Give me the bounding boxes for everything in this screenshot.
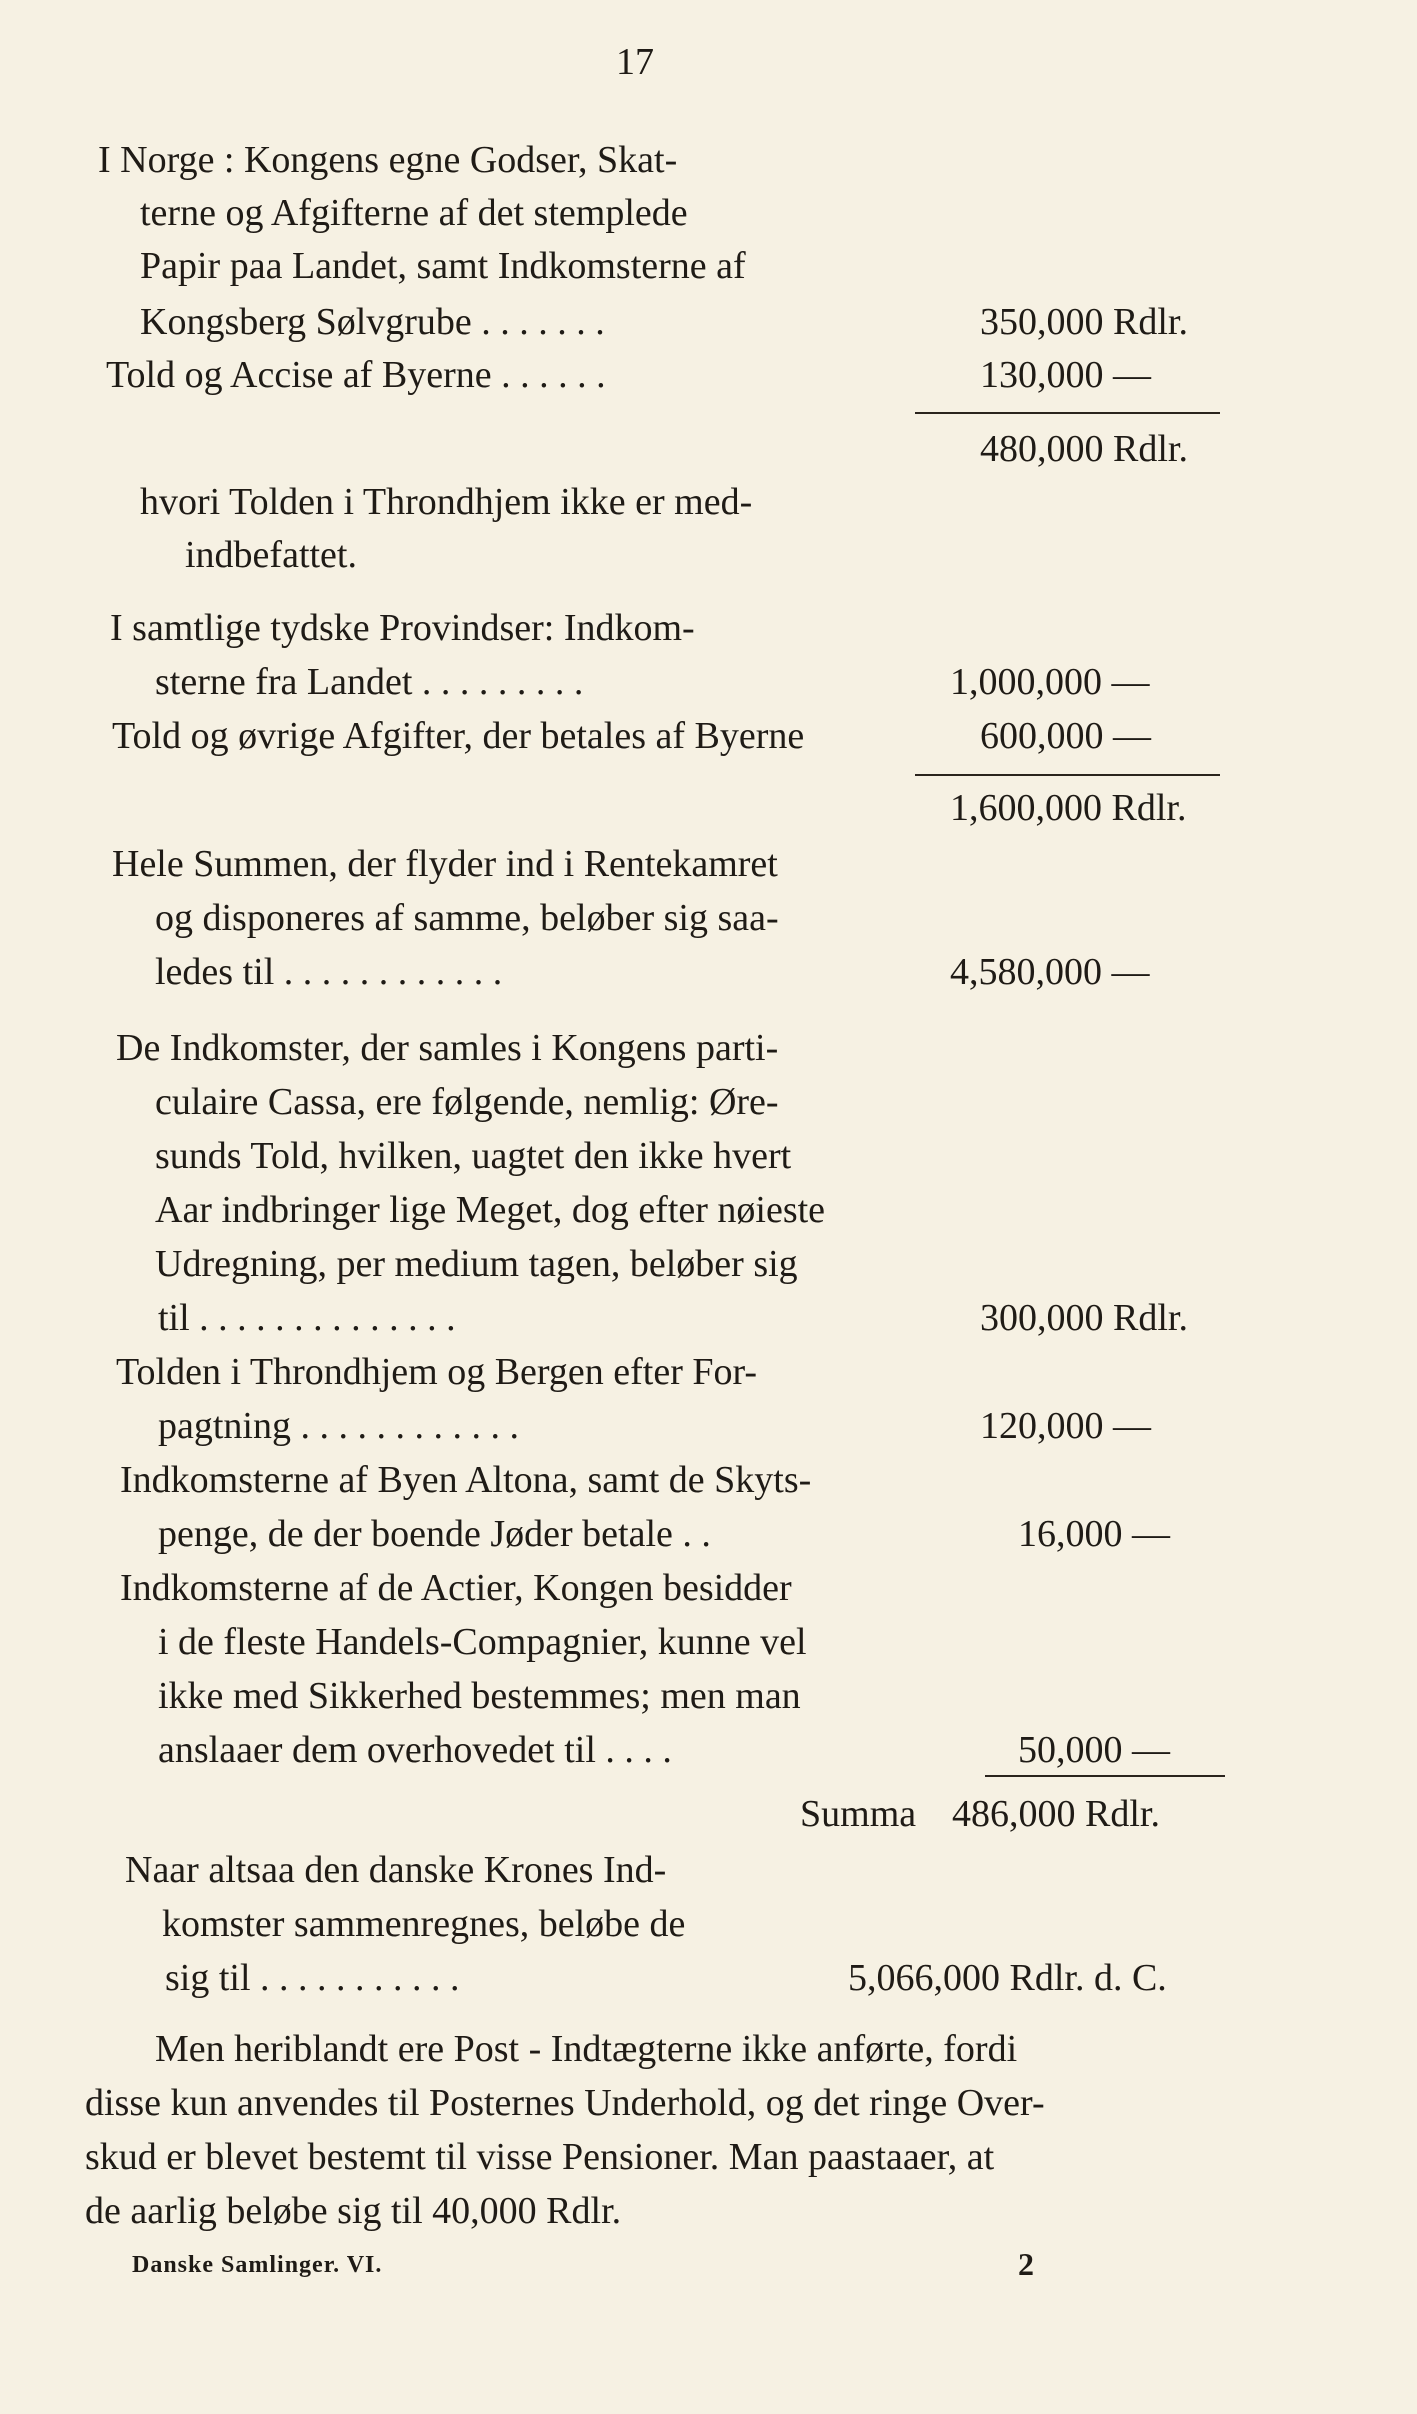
cassa-line-5: Udregning, per medium tagen, beløber sig <box>155 1243 798 1285</box>
rentekamret-line-2: og disponeres af samme, beløber sig saa- <box>155 897 779 939</box>
cassa-line-12: i de fleste Handels-Compagnier, kunne vel <box>158 1621 807 1663</box>
norge-line-5: Told og Accise af Byerne . . . . . . <box>106 354 606 396</box>
paragraph-line-2: disse kun anvendes til Posternes Underhold, og det ringe Over- <box>85 2082 1045 2124</box>
rentekamret-line-3: ledes til . . . . . . . . . . . . <box>155 951 503 993</box>
norge-line-1: I Norge : Kongens egne Godser, Skat- <box>98 139 678 181</box>
norge-note-1: hvori Tolden i Throndhjem ikke er med- <box>140 481 753 523</box>
cassa-line-10: penge, de der boende Jøder betale . . <box>158 1513 711 1555</box>
cassa-line-2: culaire Cassa, ere følgende, nemlig: Øre- <box>155 1081 779 1123</box>
cassa-amount-4: 50,000 — <box>1018 1729 1170 1771</box>
tydske-total: 1,600,000 Rdlr. <box>950 787 1187 829</box>
cassa-amount-2: 120,000 — <box>980 1405 1151 1447</box>
norge-line-2: terne og Afgifterne af det stemplede <box>140 192 688 234</box>
cassa-line-9: Indkomsterne af Byen Altona, samt de Skyts- <box>120 1459 812 1501</box>
footer-signature: Danske Samlinger. VI. <box>132 2252 383 2278</box>
norge-amount-2: 130,000 — <box>980 354 1151 396</box>
tydske-line-1: I samtlige tydske Provindser: Indkom- <box>110 607 695 649</box>
rentekamret-amount: 4,580,000 — <box>950 951 1150 993</box>
paragraph-line-4: de aarlig beløbe sig til 40,000 Rdlr. <box>85 2190 622 2232</box>
cassa-amount-1: 300,000 Rdlr. <box>980 1297 1188 1339</box>
norge-sum-rule <box>915 412 1220 414</box>
norge-amount-1: 350,000 Rdlr. <box>980 301 1188 343</box>
summa-amount: 486,000 Rdlr. <box>952 1793 1160 1835</box>
krone-line-3: sig til . . . . . . . . . . . <box>165 1957 460 1999</box>
cassa-line-13: ikke med Sikkerhed bestemmes; men man <box>158 1675 801 1717</box>
paragraph-line-3: skud er blevet bestemt til visse Pensioner. Man paastaaer, at <box>85 2136 995 2178</box>
cassa-sum-rule <box>985 1775 1225 1777</box>
paragraph-line-1: Men heriblandt ere Post - Indtægterne ikke anførte, fordi <box>155 2028 1018 2070</box>
cassa-line-7: Tolden i Throndhjem og Bergen efter For- <box>116 1351 758 1393</box>
tydske-amount-1: 1,000,000 — <box>950 661 1150 703</box>
cassa-amount-3: 16,000 — <box>1018 1513 1170 1555</box>
cassa-line-4: Aar indbringer lige Meget, dog efter nøieste <box>155 1189 826 1231</box>
norge-line-4: Kongsberg Sølvgrube . . . . . . . <box>140 301 605 343</box>
cassa-line-6: til . . . . . . . . . . . . . . <box>158 1297 456 1339</box>
tydske-amount-2: 600,000 — <box>980 715 1151 757</box>
page-number: 17 <box>616 41 654 83</box>
tydske-sum-rule <box>915 774 1220 776</box>
krone-line-1: Naar altsaa den danske Krones Ind- <box>125 1849 667 1891</box>
krone-line-2: komster sammenregnes, beløbe de <box>162 1903 686 1945</box>
cassa-line-8: pagtning . . . . . . . . . . . . <box>158 1405 519 1447</box>
rentekamret-line-1: Hele Summen, der flyder ind i Rentekamret <box>112 843 778 885</box>
norge-note-2: indbefattet. <box>185 534 357 576</box>
summa-label: Summa <box>800 1793 917 1835</box>
cassa-line-3: sunds Told, hvilken, uagtet den ikke hvert <box>155 1135 792 1177</box>
krone-amount: 5,066,000 Rdlr. d. C. <box>848 1957 1167 1999</box>
tydske-line-2: sterne fra Landet . . . . . . . . . <box>155 661 584 703</box>
tydske-line-3: Told og øvrige Afgifter, der betales af Byerne <box>112 715 805 757</box>
cassa-line-11: Indkomsterne af de Actier, Kongen besidder <box>120 1567 792 1609</box>
footer-sheet-number: 2 <box>1018 2246 1035 2282</box>
norge-line-3: Papir paa Landet, samt Indkomsterne af <box>140 245 746 287</box>
norge-total: 480,000 Rdlr. <box>980 428 1188 470</box>
cassa-line-1: De Indkomster, der samles i Kongens parti- <box>116 1027 779 1069</box>
cassa-line-14: anslaaer dem overhovedet til . . . . <box>158 1729 672 1771</box>
